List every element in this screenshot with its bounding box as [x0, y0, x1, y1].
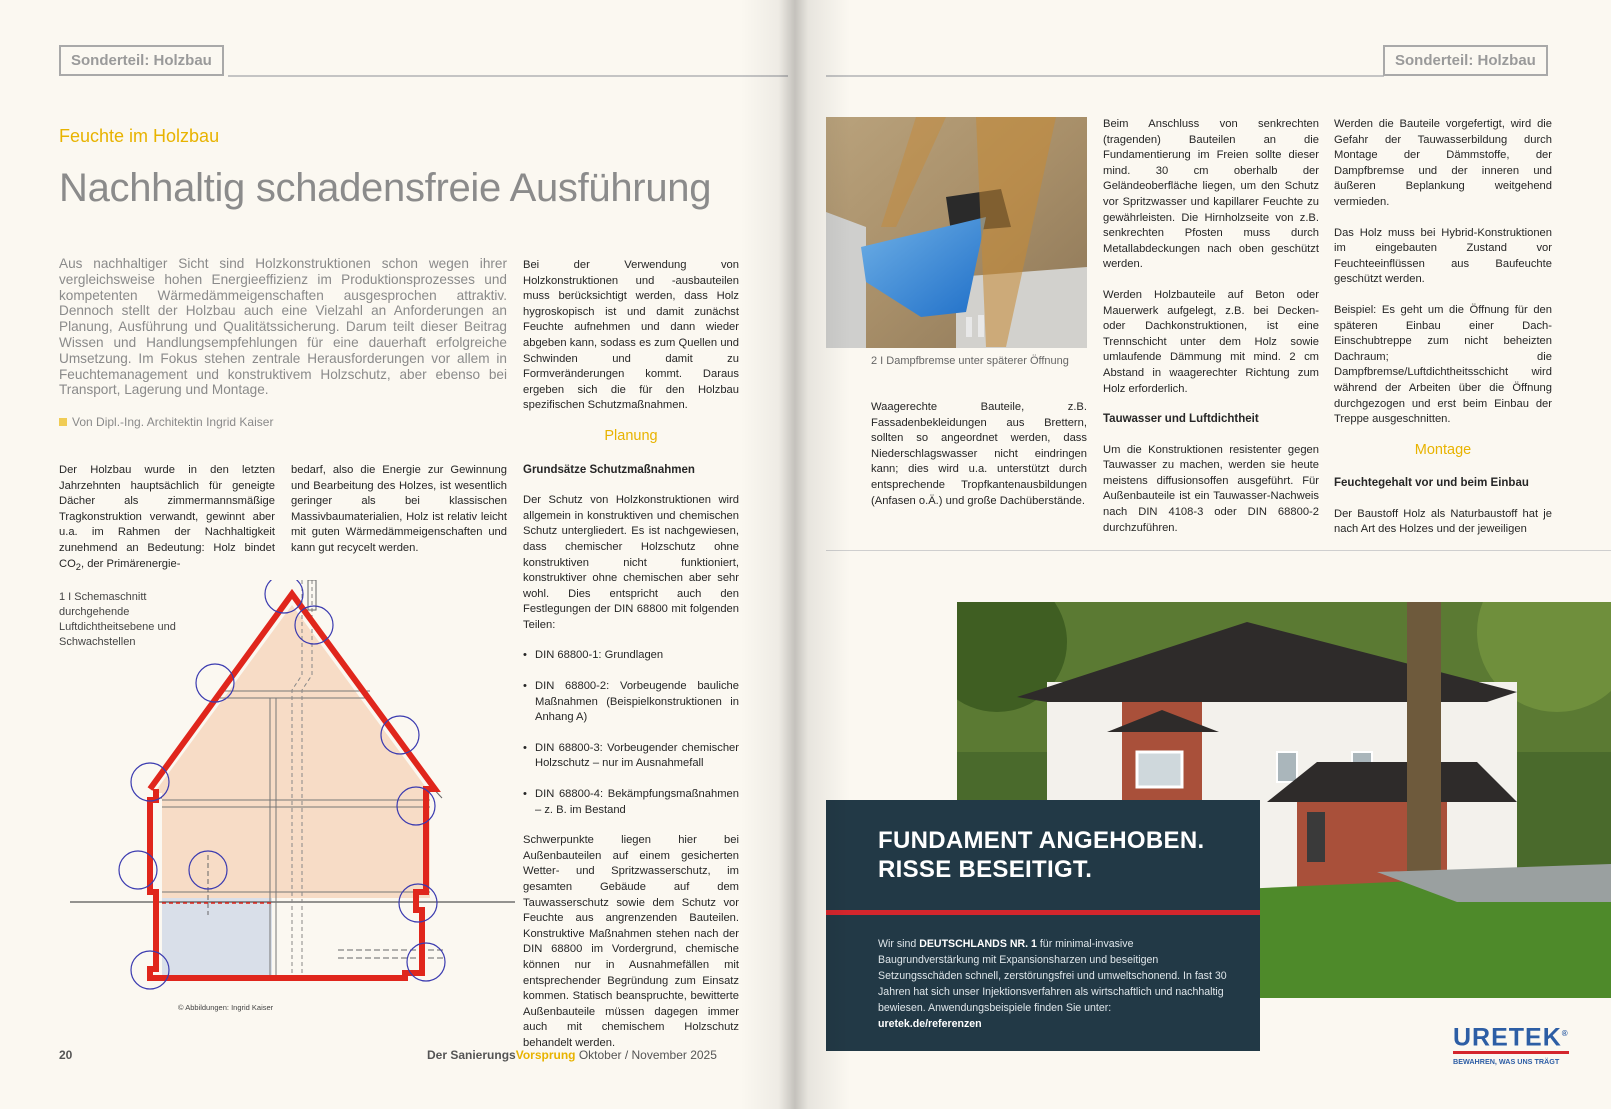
figure-1-credit: © Abbildungen: Ingrid Kaiser: [178, 1003, 274, 1012]
brand-mark: ®: [1561, 1029, 1569, 1038]
heading-grundsaetze: Grundsätze Schutzmaßnahmen: [523, 463, 695, 476]
basement-fill-2: [162, 898, 272, 978]
paragraph: Werden Holzbauteile auf Beton oder Mauerwerk aufgelegt, z.B. bei Decken- oder Dachkonstruktionen, ist eine Trennschicht unter dem Holz sowie umlaufende Dämmung mit mind. 2 cm Abstand in waagerechter Richtung zum Holz erforderlich.: [1103, 288, 1319, 395]
subhead-montage: Montage: [1414, 441, 1472, 458]
article-lead: Aus nachhaltiger Sicht sind Holzkonstruktionen schon wegen ihrer vergleichsweise hohen Energieeffizienz im Produktionsprozesses und kompetenten Wärmedämmeigenschaften ausgesprochen attraktiv. Dennoch stellt der Holzbau auch eine Vielzahl an Anforderungen an Planung, Ausführung und Qualitätssicherung. Darum teilt dieser Beitrag Wissen und Handlungsempfehlungen für eine dauerhaft erfolgreiche Umsetzung. Im Fokus stehen zentrale Herausforderungen vor allem in Feuchtemanagement und konstruktivem Holzschutz, aber ebenso bei Transport, Lagerung und Montage.: [59, 256, 507, 398]
din-list: [523, 648, 739, 818]
detail: [978, 315, 984, 337]
paragraph: Beispiel: Es geht um die Öffnung für den späteren Einbau einer Dach-Einschubtreppe zum nicht beheizten Dachraum; die Dampfbremse/Luftdichtheitsschicht wird während der Arbeiten über die Öffnung durchgezogen und erst beim Einbau der Treppe ausgeschnitten.: [1334, 303, 1552, 426]
ad-box[interactable]: [826, 800, 1260, 1051]
figure-1-section-diagram: [70, 580, 515, 1010]
list-item: • DIN 68800-4: Bekämpfungsmaßnahmen – z. B. im Bestand: [523, 787, 739, 818]
header-rule: [228, 75, 788, 77]
magazine-footer: [427, 1048, 717, 1062]
ad-headline: [878, 826, 1204, 884]
ad-headline-line-1: FUNDAMENT ANGEHOBEN.: [878, 827, 1205, 854]
photo-vapor-barrier: [826, 117, 1087, 348]
ad-text-a: Wir sind: [878, 938, 920, 950]
detail: [966, 317, 972, 337]
body-column-2: [291, 463, 507, 572]
ad-separator: [826, 550, 1611, 551]
paragraph: Werden die Bauteile vorgefertigt, wird die Gefahr der Tauwasserbildung durch Montage der Dämmstoffe, der Dampfbremse und der inneren und äußeren Beplankung weitgehend vermieden.: [1334, 118, 1552, 208]
weak-point-circle: [407, 943, 445, 981]
paragraph: bedarf, also die Energie zur Gewinnung und Bearbeitung des Holzes, ist wesentlich geringer als bei klassischen Massivbaumaterialien, Holz ist relativ leicht mit guten Wärmedämmeigenschaften und kann gut recycelt werden.: [291, 464, 507, 554]
ad-red-stripe: [826, 910, 1260, 915]
paragraph: Das Holz muss bei Hybrid-Konstruktionen im eingebauten Zustand vor Feuchteeinflüssen aus Baufeuchte geschützt werden.: [1334, 226, 1552, 286]
body-column-3: [523, 258, 739, 1067]
paragraph: Schwerpunkte liegen hier bei Außenbauteilen auf einem gesicherten Wetter- und Spritzwasserschutz, im gesamten Gebäude auf dem Tauwasserschutz sowie dem Schutz vor Feuchte aus angrenzenden Bauteilen. Konstruktive Maßnahmen stehen nach der DIN 68800 im Vordergrund, chemische können nur in Ausnahmefällen mit entsprechender Begründung zum Einsatz kommen. Statisch beanspruchte, bewitterte Außenbauteile müssen dagegen immer auch mit chemischem Holzschutz behandelt werden.: [523, 834, 739, 1049]
wall-right: [956, 267, 1087, 348]
paragraph: Um die Konstruktionen resistenter gegen Tauwasser zu machen, werden sie heute meistens diffusionsoffen ausgeführt. Für Außenbauteile ist ein Tauwasser-Nachweis nach DIN 4108-3 oder DIN 68800-2 durchzuführen.: [1103, 443, 1319, 534]
list-item: • DIN 68800-1: Grundlagen: [523, 648, 739, 664]
brand-text: URETEK: [1453, 1023, 1562, 1052]
photo-vapor-barrier-image: [826, 117, 1087, 348]
list-item: • DIN 68800-3: Vorbeugender chemischer Holzschutz – nur im Ausnahmefall: [523, 741, 739, 772]
heading-tauwasser: Tauwasser und Luftdichtheit: [1103, 413, 1259, 426]
magazine-name-b: Vorsprung: [515, 1048, 576, 1062]
uretek-logo[interactable]: [1453, 1021, 1573, 1066]
ad-text-bold: DEUTSCHLANDS NR. 1: [919, 938, 1037, 950]
article-headline: Nachhaltig schadensfreie Ausführung: [59, 166, 712, 210]
byline-text: Von Dipl.-Ing. Architektin Ingrid Kaiser: [72, 415, 274, 429]
brand-name: [1453, 1021, 1573, 1050]
paragraph: Bei der Verwendung von Holzkonstruktionen und -ausbauteilen muss berücksichtigt werden, dass Holz hygroskopisch ist und damit zunächst Feuchte aufnehmen und dann wieder abgeben kann, sodass es zum Quellen und Schwinden und damit zu Formveränderungen kommt. Daraus ergeben sich die für den Holzbau spezifischen Schutzmaßnahmen.: [523, 259, 739, 412]
byline-marker: [59, 418, 67, 426]
brand-bar: [1453, 1051, 1569, 1054]
header-rule-right: [826, 75, 1384, 77]
left-page: [0, 0, 790, 1109]
byline: [59, 415, 273, 429]
right-column-1: [871, 400, 1087, 524]
wall-left: [826, 212, 866, 348]
section-tag-right: Sonderteil: Holzbau: [1383, 45, 1548, 76]
right-column-2: [1103, 117, 1319, 551]
paragraph: Der Baustoff Holz als Naturbaustoff hat je nach Art des Holzes und der jeweiligen: [1334, 507, 1552, 536]
window: [1277, 752, 1297, 782]
paragraph-text-a: Der Holzbau wurde in den letzten Jahrzehnten hauptsächlich für geneigte Dächer als zimmermannsmäßige Tragkonstruktion verwandt, gewinnt aber u.a. im Rahmen der Nachhaltigkeit zunehmend an Bedeutung: Holz bindet CO: [59, 464, 275, 570]
paragraph-text-b: , der Primärenergie-: [80, 557, 181, 570]
house-fill: [154, 605, 430, 898]
photo-2-caption: 2 I Dampfbremse unter späterer Öffnung: [871, 355, 1069, 367]
figure-1-caption: 1 I Schemaschnitt durchgehende Luftdichtheitsebene und Schwachstellen: [59, 591, 176, 648]
ad-body: [878, 936, 1233, 1032]
paragraph: Waagerechte Bauteile, z.B. Fassadenbekleidungen aus Brettern, sollten so angeordnet werden, dass Niederschlagswasser nicht eindringen kann; dies wird u.a. unterstützt durch entsprechende Tropfkantenausbildungen (Anfasen o.Ä.) und große Dachüberstände.: [871, 401, 1087, 507]
heading-feuchtegehalt: Feuchtegehalt vor und beim Einbau: [1334, 477, 1529, 490]
issue-date: Oktober / November 2025: [578, 1048, 717, 1062]
paragraph: Der Schutz von Holzkonstruktionen wird allgemein in konstruktiven und chemischen Schutz untergliedert. Es ist nachgewiesen, dass chemischer Holzschutz ohne konstruktiven nicht funktioniert, konstruktiver ohne chemischen aber sehr wohl. Dies entspricht auch den Festlegungen der DIN 68800 mit folgenden Teilen:: [523, 494, 739, 631]
window: [1137, 752, 1182, 787]
magazine-name-a: Der Sanierungs: [427, 1048, 516, 1062]
list-item: • DIN 68800-2: Vorbeugende bauliche Maßnahmen (Beispielkonstruktionen in Anhang A): [523, 679, 739, 726]
right-column-3: [1334, 117, 1552, 553]
ad-headline-line-2: RISSE BESEITIGT.: [878, 856, 1093, 883]
ad-text-b: für minimal-invasive Baugrundverstärkung mit Expansionsharzen und beseitigen Setzungsschäden schnell, zerstörungsfrei und umweltschonend. In fast 30 Jahren hat sich unser Injektionsverfahren als wirtschaftlich und nachhaltig bewiesen. Anwendungsbeispiele finden Sie unter:: [878, 938, 1227, 1014]
page-number: 20: [59, 1048, 73, 1062]
door: [1307, 812, 1325, 862]
section-tag: Sonderteil: Holzbau: [59, 45, 224, 76]
subhead-planung: Planung: [604, 427, 658, 444]
body-column-1: [59, 463, 275, 590]
paragraph-sub: 2: [75, 561, 81, 572]
paragraph: [59, 463, 275, 575]
article-kicker: Feuchte im Holzbau: [59, 126, 220, 146]
ad-link[interactable]: uretek.de/referenzen: [878, 1018, 982, 1030]
paragraph: Beim Anschluss von senkrechten (tragenden) Bauteilen an die Fundamentierung im Freien sollte dieser mind. 30 cm oberhalb der Geländeoberfläche liegen, um den Schutz vor Spritzwasser und kapillarer Feuchte zu gewährleisten. Die Hirnholzseite von z.B. senkrechten Pfosten muss durch Metallabdeckungen nach oben geschützt werden.: [1103, 118, 1319, 271]
brand-slogan: BEWAHREN, WAS UNS TRÄGT: [1453, 1057, 1560, 1067]
